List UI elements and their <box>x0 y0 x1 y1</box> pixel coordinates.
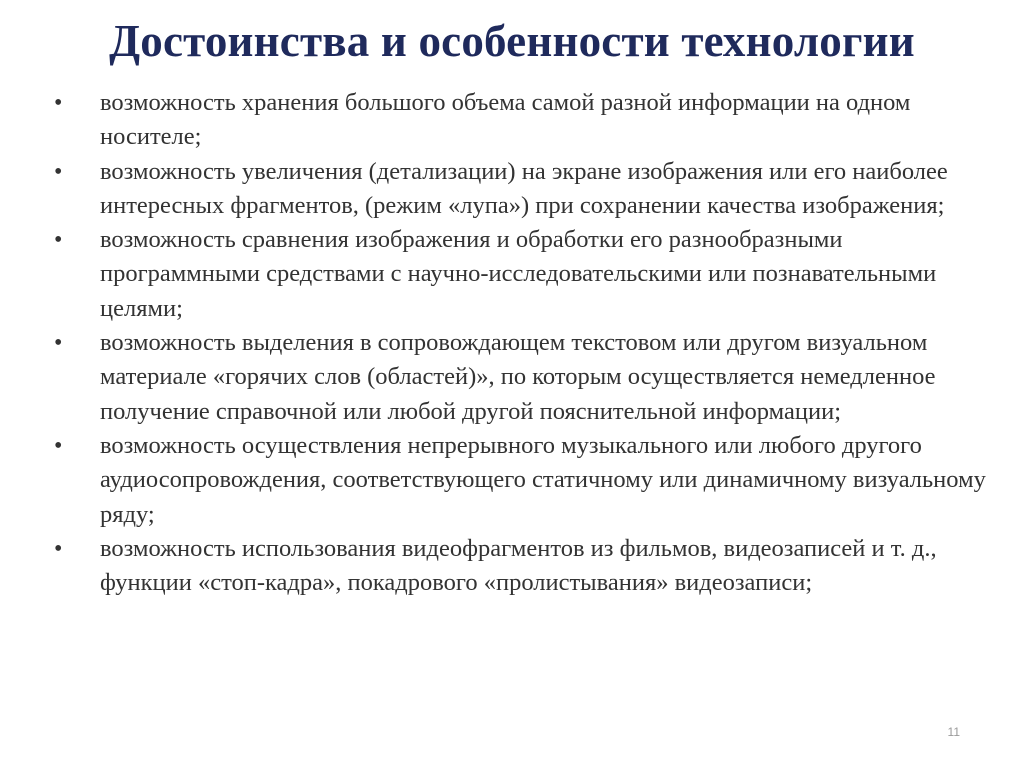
bullet-dot-icon: • <box>54 432 63 459</box>
bullet-text: возможность использования видеофрагментов из фильмов, видеозаписей и т. д., функции «стоп-кадра», покадрового «пролистывания» видеозаписи; <box>100 534 937 597</box>
bullet-dot-icon: • <box>54 90 63 116</box>
bullet-item-1 <box>54 86 989 155</box>
bullet-item-6 <box>54 532 989 601</box>
bullet-text: возможность осуществления непрерывного музыкального или любого другого аудиосопровождения, соответствующего статичному или динамичному визуальному ряду; <box>100 431 986 528</box>
bullet-dot-icon: • <box>54 330 63 357</box>
slide-title: Достоинства и особенности технологии <box>109 16 915 66</box>
bullet-item-3 <box>54 223 989 326</box>
bullet-dot-icon: • <box>54 535 63 562</box>
bullet-text: возможность увеличения (детализации) на экране изображения или его наиболее интересных фрагментов, (режим «лупа») при сохранении качества изображения; <box>100 157 948 219</box>
bullet-item-5 <box>54 429 989 532</box>
bullet-dot-icon: • <box>54 158 63 185</box>
bullet-list <box>54 86 989 600</box>
bullet-text: возможность сравнения изображения и обработки его разнообразными программными средствами с научно-исследовательскими или познавательными целями; <box>100 226 937 322</box>
page-number: 11 <box>947 725 960 739</box>
bullet-text: возможность выделения в сопровождающем текстовом или другом визуальном материале «горячих слов (областей)», по которым осуществляется немедленное получение справочной или любой другой пояснительной информации; <box>100 329 936 425</box>
bullet-item-4 <box>54 326 989 429</box>
bullet-dot-icon: • <box>54 227 63 254</box>
bullet-item-2 <box>54 155 989 224</box>
bullet-text: возможность хранения большого объема самой разной информации на одном носителе; <box>100 89 911 151</box>
